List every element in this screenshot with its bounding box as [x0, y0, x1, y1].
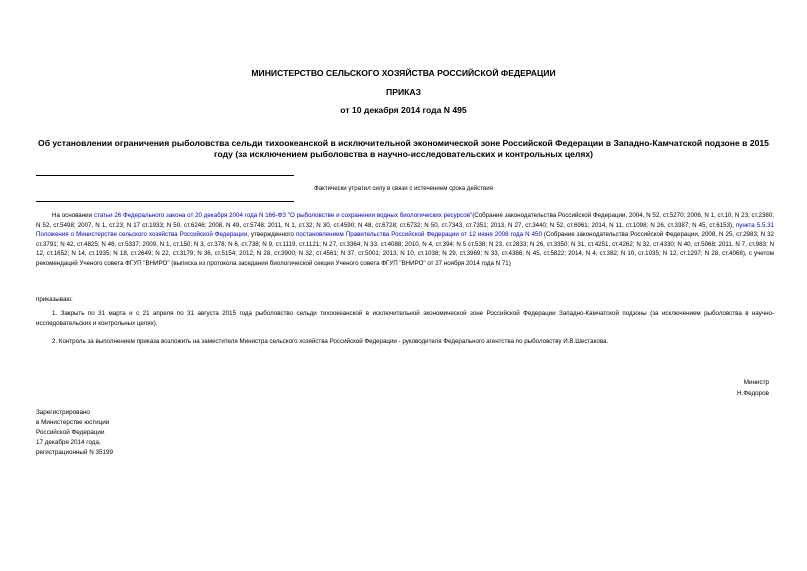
- basis-text-2: (Собрание законодательства Российской Федерации, 2004, N 52, ст.5270; 2006, N 1, ст.10; N 23, ст.2380; N 52, ст.5498; 2007, N 1, ст.23; N 17 ст.1933; N 50, ст.6246; 2008, N 49, ст.5748; 2011, N 1, ст.32; N 30, ст.4590; N 48, ст.6728; ст.6732; N 50, ст.7343, ст.7351; 2013, N 27, ст.3440; N 52, ст.6961; 2014, N 11, ст.1098; N 26, ст.3387; N 45, ст.6153),: [36, 212, 774, 229]
- registration-line: Зарегистрировано: [36, 409, 90, 416]
- signatory-position: Министр: [743, 379, 769, 386]
- order-item-2: 2. Контроль за выполнением приказа возложить на заместителя Министра сельского хозяйства Российской Федерации - руководителя Федерального агентства по рыболовству И.В.Шестакова.: [52, 338, 609, 345]
- validity-notice: Фактически утратил силу в связи с истечением срока действия: [314, 185, 493, 192]
- doc-date-heading: от 10 декабря 2014 года N 495: [340, 105, 467, 115]
- regulation-link[interactable]: пункта 5.5.31 Положения о Министерстве сельского хозяйства Российской Федерации: [36, 221, 774, 238]
- doc-type-heading: ПРИКАЗ: [386, 87, 421, 97]
- basis-text-4: (Собрание законодательства Российской Федерации, 2008, N 25, ст.2983; N 32 ст.3791; N 42, ст.4825; N 46, ст.5337; 2009, N 1, ст.150; N 3, ст.378; N 6, ст.738; N 9, ст.1119, ст.1121; N 27, ст.3364; N 33, ст.4088; 2010, N 4, ст.394; N 5 ст.538; N 23, ст.2833; N 26, ст.3350; N 31, ст.4251, ст.4262; N 32, ст.4330; N 40, ст.5068; 2011, N 7, ст.983; N 12, ст.1652; N 14, ст.1935; N 18, ст.2649; N 22, ст.3179; N 36, ст.5154; 2012, N 28, ст.3900; N 32, ст.4561; N 37, ст.5001; 2013, N 10, ст.1038; N 29, ст.3969; N 33, ст.4386; N 45, ст.5822; 2014, N 4, ст.382; N 10, ст.1035; N 12, ст.1297; N 28, ст.4068), с учетом рекомендаций Ученого совета ФГУП "ВНИРО" (выписка из протокола заседания биологической секции Ученого совета ФГУП "ВНИРО" от 27 ноября 2014 года N 71): [36, 231, 774, 267]
- top-divider: [36, 175, 294, 176]
- signature-block: [737, 377, 769, 399]
- registration-block: [36, 408, 113, 458]
- signatory-name: Н.Федоров: [737, 390, 769, 397]
- document-title: Об установлении ограничения рыболовства сельди тихоокеанской в исключительной экономической зоне Российской Федерации в Западно-Камчатской подзоне в 2015 году (за исключением рыболовства в научно-исследовательских и контрольных целях): [38, 138, 769, 159]
- ministry-heading: МИНИСТЕРСТВО СЕЛЬСКОГО ХОЗЯЙСТВА РОССИЙСКОЙ ФЕДЕРАЦИИ: [251, 68, 556, 78]
- registration-line: регистрационный N 35199: [36, 449, 114, 456]
- basis-text-1: На основании: [52, 212, 94, 219]
- basis-text-3: , утвержденного: [247, 231, 297, 238]
- bottom-divider: [36, 201, 294, 202]
- order-item-1: 1. Закрыть по 31 марта и с 21 апреля по 31 августа 2015 года рыболовство сельди тихоокеанской в исключительной экономической зоне Российской Федерации Западно-Камчатской подзоны (за исключением рыболовства в научно-исследовательских и контрольных целях).: [36, 310, 774, 327]
- registration-line: 17 декабря 2014 года,: [36, 439, 101, 446]
- order-word: приказываю:: [36, 296, 73, 303]
- registration-line: в Министерстве юстиции: [36, 419, 110, 426]
- resolution-link[interactable]: постановлением Правительства Российской Федерации от 12 июня 2008 года N 450: [296, 231, 542, 238]
- law-link[interactable]: статьи 26 Федерального закона от 20 декабря 2004 года N 166-ФЗ "О рыболовстве и сохранении водных биологических ресурсов": [93, 212, 473, 219]
- registration-line: Российской Федерации: [36, 429, 105, 436]
- basis-paragraph: [36, 211, 774, 268]
